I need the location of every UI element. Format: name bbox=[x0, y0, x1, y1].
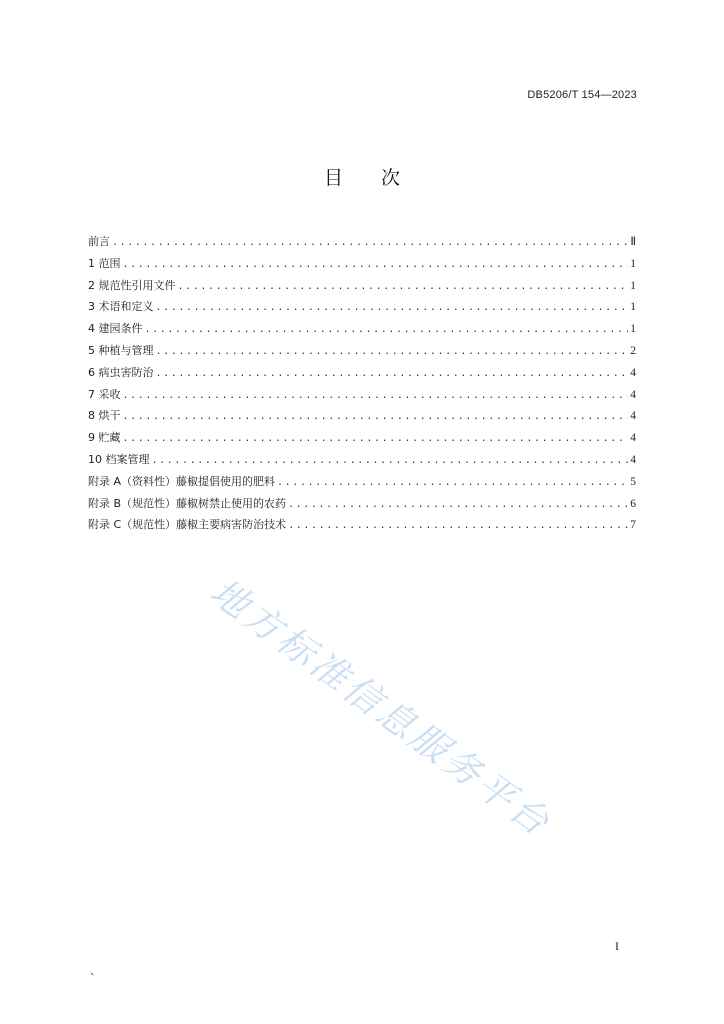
toc-entry-page: 4 bbox=[630, 410, 636, 423]
toc-entry-page: 4 bbox=[630, 388, 636, 401]
table-of-contents bbox=[88, 231, 636, 536]
toc-entry-foreword[interactable] bbox=[88, 231, 636, 253]
toc-entry-page: Ⅱ bbox=[630, 236, 636, 248]
toc-entry-label: 前言 bbox=[88, 235, 110, 248]
toc-entry-storage[interactable] bbox=[88, 427, 636, 449]
toc-entry-normative-references[interactable] bbox=[88, 275, 636, 297]
toc-entry-label: 6 病虫害防治 bbox=[88, 365, 154, 379]
toc-entry-label: 5 种植与管理 bbox=[88, 343, 154, 357]
toc-leader-dots bbox=[178, 276, 629, 298]
toc-entry-label: 3 术语和定义 bbox=[88, 300, 154, 314]
toc-entry-label: 附录 B（规范性）藤椒树禁止使用的农药 bbox=[88, 496, 287, 510]
toc-entry-label: 4 建园条件 bbox=[88, 322, 143, 336]
toc-entry-label: 9 贮藏 bbox=[88, 431, 121, 445]
toc-entry-page: 1 bbox=[630, 323, 636, 336]
toc-entry-label: 附录 C（规范性）藤椒主要病害防治技术 bbox=[88, 518, 287, 532]
toc-leader-dots bbox=[123, 406, 629, 428]
toc-entry-scope[interactable] bbox=[88, 253, 636, 275]
toc-entry-records[interactable] bbox=[88, 449, 636, 471]
toc-entry-appendix-a[interactable] bbox=[88, 471, 636, 493]
toc-entry-page: 7 bbox=[630, 519, 636, 532]
toc-leader-dots bbox=[156, 297, 629, 319]
toc-entry-pest-control[interactable] bbox=[88, 362, 636, 384]
page-number: I bbox=[615, 939, 619, 953]
toc-leader-dots bbox=[156, 341, 629, 363]
toc-leader-dots bbox=[288, 515, 628, 537]
toc-entry-planting-management[interactable] bbox=[88, 340, 636, 362]
toc-entry-label: 7 采收 bbox=[88, 387, 121, 401]
toc-entry-page: 2 bbox=[630, 344, 636, 357]
toc-entry-page: 4 bbox=[630, 453, 636, 466]
toc-entry-page: 4 bbox=[630, 432, 636, 445]
toc-entry-appendix-c[interactable] bbox=[88, 514, 636, 536]
toc-entry-appendix-b[interactable] bbox=[88, 493, 636, 515]
watermark: 地方标准信息服务平台 bbox=[202, 569, 560, 846]
toc-entry-terms-definitions[interactable] bbox=[88, 296, 636, 318]
corner-mark: 、 bbox=[90, 964, 101, 977]
toc-entry-page: 6 bbox=[630, 497, 636, 510]
toc-leader-dots bbox=[112, 232, 628, 254]
toc-entry-label: 1 范围 bbox=[88, 256, 121, 270]
toc-entry-orchard-conditions[interactable] bbox=[88, 318, 636, 340]
toc-entry-harvest[interactable] bbox=[88, 384, 636, 406]
toc-leader-dots bbox=[152, 450, 629, 472]
toc-entry-page: 1 bbox=[630, 279, 636, 292]
standard-code: DB5206/T 154—2023 bbox=[527, 89, 637, 101]
toc-entry-label: 附录 A（资料性）藤椒提倡使用的肥料 bbox=[88, 474, 276, 488]
toc-entry-page: 4 bbox=[630, 366, 636, 379]
toc-leader-dots bbox=[288, 494, 628, 516]
toc-leader-dots bbox=[145, 319, 629, 341]
toc-leader-dots bbox=[123, 428, 629, 450]
toc-entry-label: 8 烘干 bbox=[88, 409, 121, 423]
toc-leader-dots bbox=[123, 385, 629, 407]
page-title: 目 次 bbox=[323, 167, 417, 189]
toc-leader-dots bbox=[277, 472, 628, 494]
toc-entry-page: 1 bbox=[630, 301, 636, 314]
toc-entry-label: 10 档案管理 bbox=[88, 452, 150, 466]
toc-leader-dots bbox=[123, 254, 629, 276]
toc-entry-label: 2 规范性引用文件 bbox=[88, 278, 176, 292]
toc-entry-page: 1 bbox=[630, 257, 636, 270]
toc-leader-dots bbox=[156, 363, 629, 385]
toc-entry-page: 5 bbox=[630, 475, 636, 488]
toc-entry-drying[interactable] bbox=[88, 405, 636, 427]
